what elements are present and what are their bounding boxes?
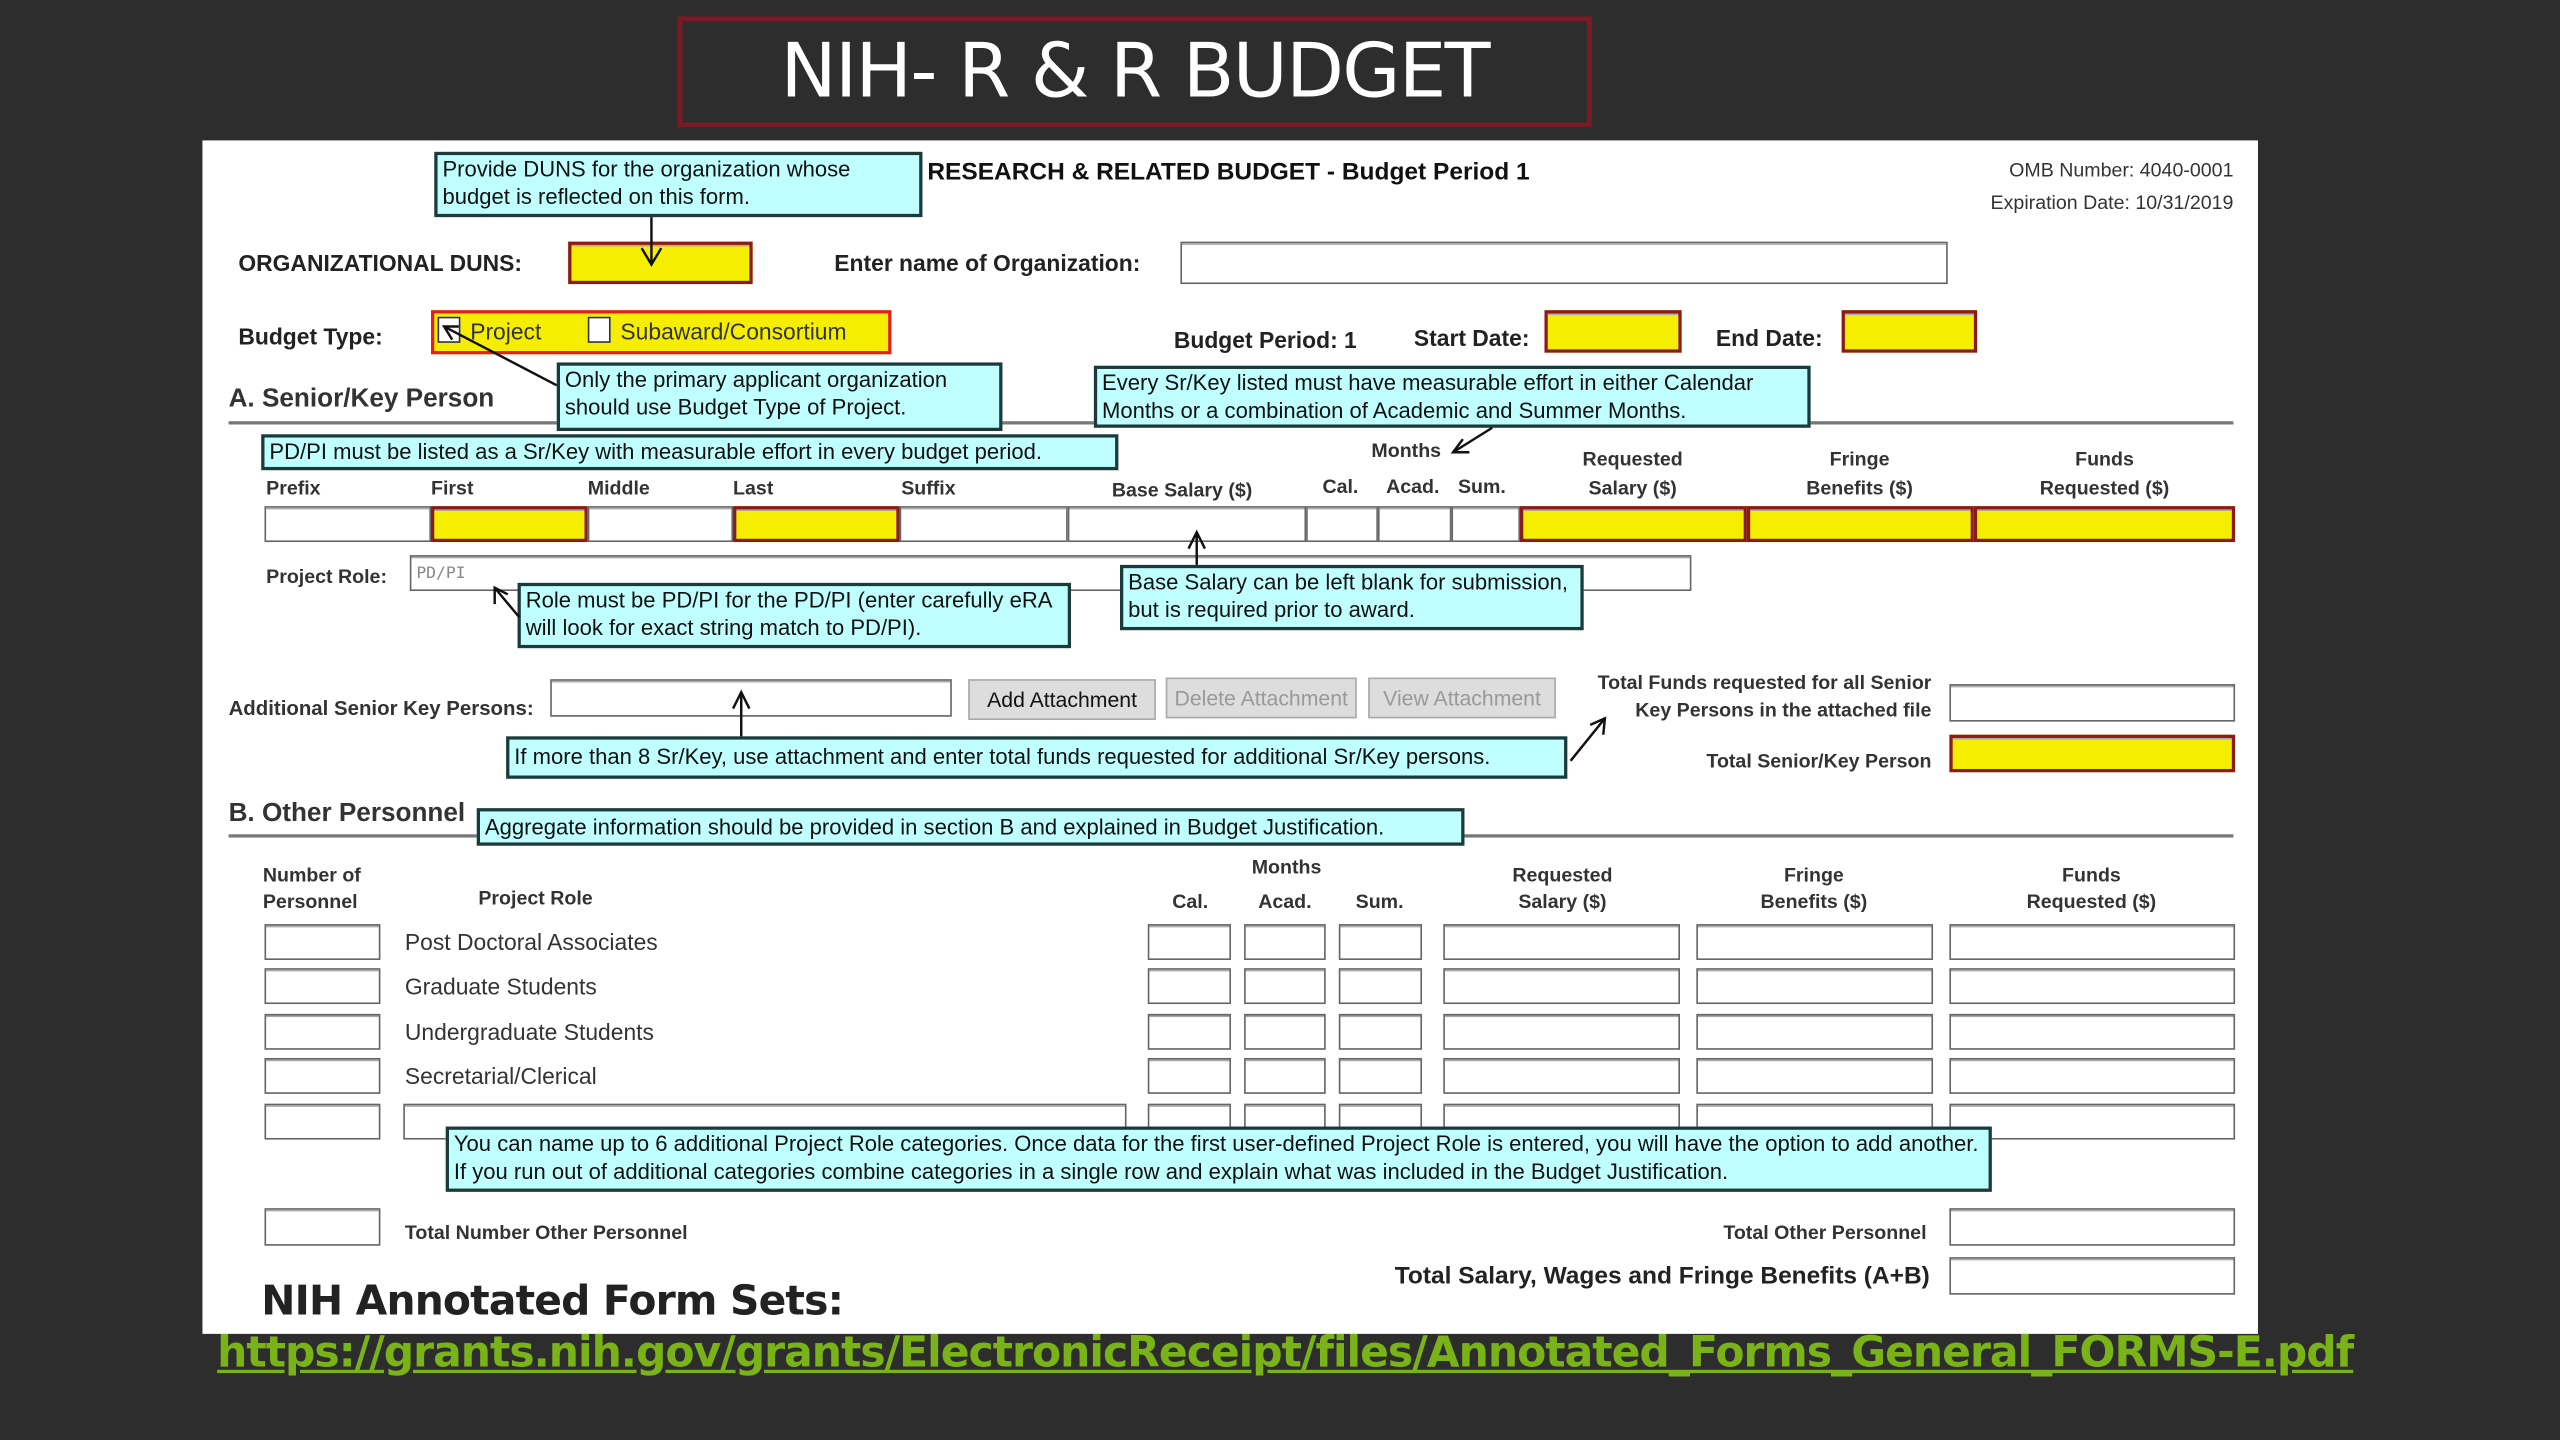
- b-cal-header: Cal.: [1172, 889, 1209, 913]
- b-req-header: Requested: [1512, 863, 1613, 887]
- slide-title: NIH- R & R BUDGET: [678, 16, 1592, 127]
- b-fringe-header-2: Benefits ($): [1760, 889, 1868, 913]
- callout-additional-roles: You can name up to 6 additional Project Role categories. Once data for the first user-defined Project Role is entered, you will have the option to add another. If you run out of additional categories combine categories in a single row and explain what was included in the Budget Justification.: [446, 1127, 1992, 1192]
- callout-base-salary: Base Salary can be left blank for submission, but is required prior to award.: [1120, 565, 1584, 630]
- last-header: Last: [733, 476, 774, 500]
- total-funds-label: Total Funds requested for all Senior: [1597, 671, 1932, 694]
- callout-aggregate: Aggregate information should be provided in section B and explained in Budget Justification.: [477, 808, 1465, 846]
- expiration-date: Expiration Date: 10/31/2019: [1990, 191, 2234, 214]
- b-req-header-2: Salary ($): [1518, 889, 1607, 913]
- project-role-value: PD/PI: [416, 564, 466, 583]
- callout-effort: Every Sr/Key listed must have measurable effort in either Calendar Months or a combination of Academic and Summer Months.: [1094, 366, 1811, 428]
- number-personnel-header: Number of: [262, 863, 361, 887]
- budget-period: Budget Period: 1: [1173, 326, 1357, 353]
- arrow-budget-type: [444, 327, 557, 386]
- delete-attachment-button[interactable]: Delete Attachment: [1166, 678, 1357, 719]
- fringe-header-2: Benefits ($): [1806, 476, 1913, 500]
- b-fringe-header: Fringe: [1783, 863, 1844, 887]
- section-b-heading: B. Other Personnel: [228, 799, 466, 828]
- section-a-heading: A. Senior/Key Person: [228, 385, 495, 414]
- omb-number: OMB Number: 4040-0001: [2009, 158, 2234, 182]
- personnel-role-label: Undergraduate Students: [404, 1018, 654, 1045]
- add-attachment-button[interactable]: Add Attachment: [968, 679, 1156, 720]
- budget-type-label: Budget Type:: [238, 323, 383, 350]
- callout-more-than-8: If more than 8 Sr/Key, use attachment and enter total funds requested for additional Sr/Key persons.: [506, 736, 1567, 778]
- arrow-effort: [1453, 428, 1492, 452]
- personnel-role-label: Graduate Students: [404, 973, 597, 1000]
- cal-header: Cal.: [1322, 475, 1359, 498]
- arrow-more-than-8-right: [1571, 718, 1605, 760]
- callout-budget-type: Only the primary applicant organization should use Budget Type of Project.: [557, 362, 1003, 431]
- project-option-label: Project: [470, 318, 542, 345]
- fringe-header: Fringe: [1829, 447, 1890, 471]
- requested-salary-header: Requested: [1582, 447, 1683, 471]
- arrow-role: [495, 588, 519, 617]
- total-ab-label: Total Salary, Wages and Fringe Benefits (A+B): [1394, 1262, 1930, 1290]
- b-months-header: Months: [1251, 855, 1322, 879]
- personnel-role-label: Secretarial/Clerical: [404, 1062, 597, 1089]
- annotated-forms-link[interactable]: https://grants.nih.gov/grants/ElectronicReceipt/files/Annotated_Forms_General_FORMS-E.pdf: [217, 1328, 2354, 1378]
- total-funds-label-2: Key Persons in the attached file: [1635, 698, 1932, 722]
- arrow-base-salary: [1189, 532, 1205, 565]
- base-salary-header: Base Salary ($): [1111, 478, 1253, 502]
- total-senior-label: Total Senior/Key Person: [1706, 749, 1932, 773]
- number-personnel-header-2: Personnel: [262, 889, 358, 913]
- duns-label: ORGANIZATIONAL DUNS:: [238, 249, 522, 276]
- end-date-label: End Date:: [1715, 324, 1823, 352]
- form-title: RESEARCH & RELATED BUDGET - Budget Period 1: [927, 158, 1530, 187]
- b-funds-header: Funds: [2062, 863, 2121, 887]
- org-name-label: Enter name of Organization:: [834, 249, 1141, 276]
- total-other-label: Total Other Personnel: [1723, 1221, 1927, 1245]
- requested-salary-header-2: Salary ($): [1588, 476, 1677, 500]
- first-header: First: [431, 476, 474, 500]
- project-role-header: Project Role: [478, 886, 593, 910]
- callout-role: Role must be PD/PI for the PD/PI (enter carefully eRA will look for exact string match to PD/PI).: [518, 583, 1071, 648]
- footer-heading: NIH Annotated Form Sets:: [261, 1276, 844, 1325]
- acad-header: Acad.: [1386, 475, 1440, 498]
- subaward-option-label: Subaward/Consortium: [620, 318, 847, 345]
- funds-header: Funds: [2075, 447, 2134, 471]
- start-date-label: Start Date:: [1413, 324, 1530, 352]
- months-header: Months: [1371, 439, 1442, 463]
- b-funds-header-2: Requested ($): [2026, 889, 2157, 913]
- suffix-header: Suffix: [901, 476, 956, 500]
- additional-persons-label: Additional Senior Key Persons:: [228, 697, 534, 720]
- arrow-duns: [642, 217, 662, 264]
- view-attachment-button[interactable]: View Attachment: [1368, 678, 1556, 719]
- total-number-label: Total Number Other Personnel: [404, 1221, 688, 1245]
- callout-duns: Provide DUNS for the organization whose budget is reflected on this form.: [434, 152, 922, 217]
- sum-header: Sum.: [1457, 475, 1506, 498]
- project-role-label: Project Role:: [266, 564, 387, 588]
- b-sum-header: Sum.: [1355, 889, 1404, 913]
- arrow-more-than-8-up: [733, 692, 749, 736]
- personnel-role-label: Post Doctoral Associates: [404, 928, 658, 956]
- funds-header-2: Requested ($): [2039, 476, 2170, 500]
- prefix-header: Prefix: [266, 476, 321, 500]
- middle-header: Middle: [587, 476, 650, 500]
- callout-pdpi: PD/PI must be listed as a Sr/Key with measurable effort in every budget period.: [261, 434, 1118, 470]
- b-acad-header: Acad.: [1258, 889, 1312, 913]
